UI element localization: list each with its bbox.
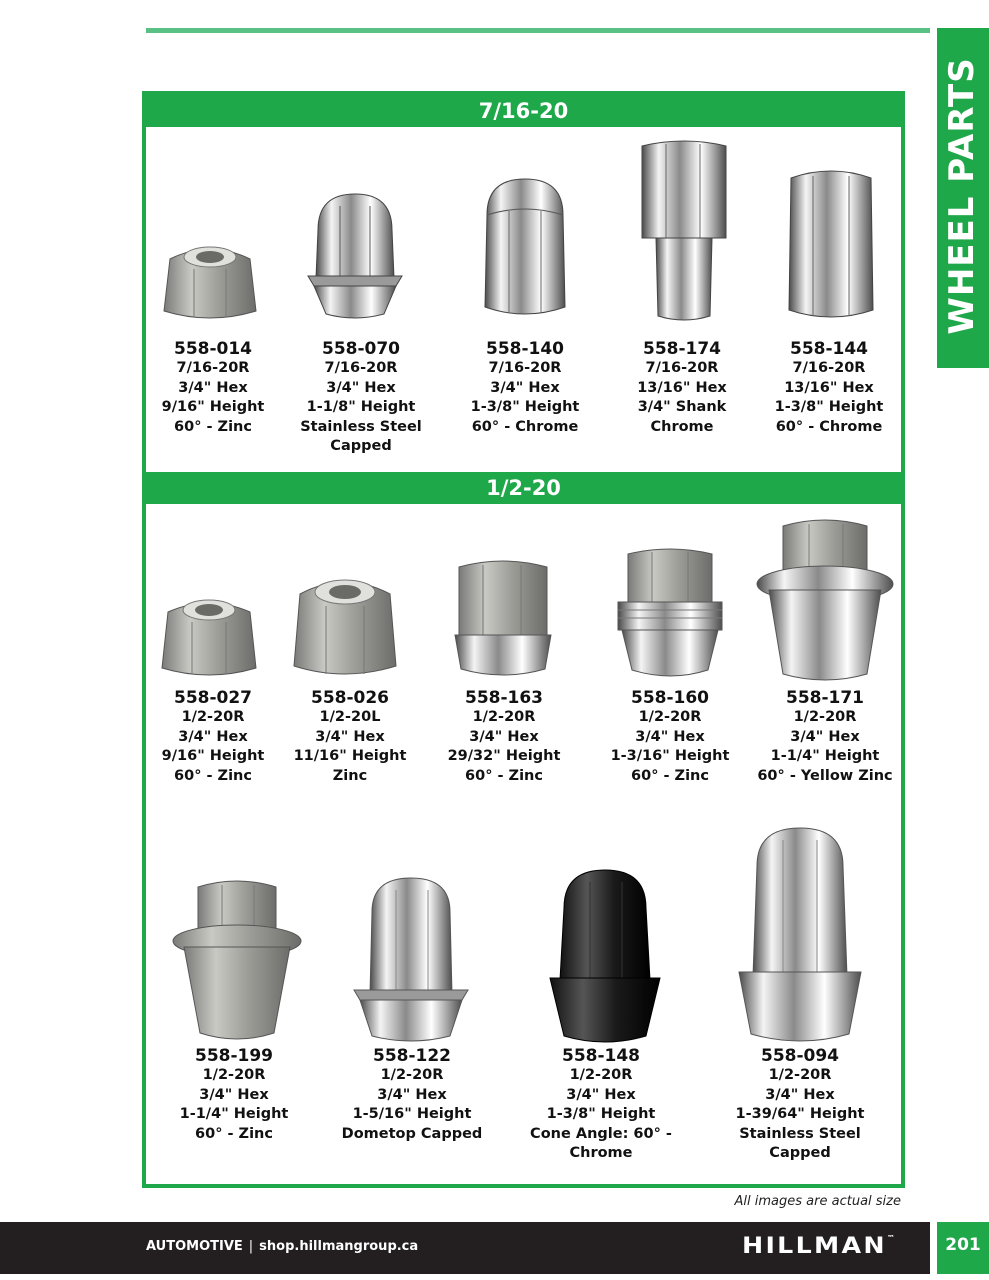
product-code: 558-171	[785, 688, 865, 708]
lug-nut-558-094-image	[737, 826, 863, 1048]
product-spec: 1-1/8" Height	[306, 399, 416, 415]
product-spec: 1-1/4" Height	[179, 1106, 289, 1122]
lug-nut-558-171-image	[755, 516, 895, 686]
section-tab-label: WHEEL PARTS	[942, 57, 982, 335]
product-spec: 7/16-20R	[645, 360, 719, 376]
product-spec: 1-1/4" Height	[770, 748, 880, 764]
product-spec: 3/4" Hex	[178, 379, 248, 396]
footer-category: AUTOMOTIVE	[146, 1239, 243, 1254]
product-spec: 1/2-20L	[319, 709, 381, 725]
product-558-094	[725, 1046, 875, 1164]
product-spec: 1/2-20R	[380, 1067, 444, 1083]
product-spec: 3/4" Shank	[637, 399, 727, 415]
product-spec: 1-3/8" Height	[546, 1106, 656, 1122]
product-spec: 60° - Zinc	[174, 418, 252, 435]
product-spec: 7/16-20R	[324, 360, 398, 376]
footer-bar	[0, 1222, 930, 1274]
product-spec: 3/4" Hex	[635, 728, 705, 745]
product-spec: 60° - Zinc	[195, 1125, 273, 1142]
product-code: 558-174	[642, 339, 722, 359]
product-558-026	[275, 688, 425, 786]
product-spec: 1-5/16" Height	[352, 1106, 472, 1122]
product-spec: 3/4" Hex	[566, 1086, 636, 1103]
section-header-1-2-20: 1/2-20	[146, 472, 901, 504]
lug-nut-558-163-image	[451, 557, 555, 681]
lug-nut-558-140-image	[479, 175, 571, 323]
product-spec: 3/4" Hex	[790, 728, 860, 745]
product-code: 558-122	[372, 1046, 452, 1066]
section-header-7-16-20: 7/16-20	[146, 95, 901, 127]
product-spec: 60° - Zinc	[174, 767, 252, 784]
product-spec: 7/16-20R	[792, 360, 866, 376]
product-558-160	[595, 688, 745, 786]
product-spec: 1/2-20R	[472, 709, 536, 725]
product-spec: 60° - Zinc	[631, 767, 709, 784]
product-code: 558-148	[561, 1046, 641, 1066]
product-code: 558-026	[310, 688, 390, 708]
product-spec: 60° - Yellow Zinc	[757, 767, 893, 784]
product-code: 558-199	[194, 1046, 274, 1066]
product-spec: 1/2-20R	[569, 1067, 633, 1083]
product-558-174	[607, 339, 757, 437]
product-spec: 7/16-20R	[176, 360, 250, 376]
actual-size-note: All images are actual size	[734, 1194, 901, 1209]
lug-nut-558-174-image	[638, 138, 730, 324]
product-spec: Chrome	[569, 1145, 633, 1161]
product-spec: 13/16" Hex	[637, 379, 727, 396]
product-spec: Capped	[330, 438, 392, 454]
product-spec: 3/4" Hex	[178, 728, 248, 745]
product-spec: 1-3/8" Height	[774, 399, 884, 415]
product-558-140	[450, 339, 600, 437]
footer-separator: |	[248, 1239, 254, 1254]
product-spec: 60° - Zinc	[465, 767, 543, 784]
product-spec: Stainless Steel	[300, 418, 422, 435]
product-spec: 7/16-20R	[488, 360, 562, 376]
lug-nut-558-070-image	[304, 190, 406, 320]
product-spec: 3/4" Hex	[326, 379, 396, 396]
product-code: 558-144	[789, 339, 869, 359]
product-558-070	[286, 339, 436, 457]
product-spec: 1/2-20R	[768, 1067, 832, 1083]
product-spec: 60° - Chrome	[775, 418, 883, 435]
lug-nut-558-026-image	[290, 568, 400, 680]
product-spec: 1/2-20R	[202, 1067, 266, 1083]
product-spec: 1/2-20R	[638, 709, 702, 725]
product-spec: 1/2-20R	[181, 709, 245, 725]
product-spec: 9/16" Height	[161, 748, 265, 764]
product-spec: Stainless Steel	[739, 1125, 861, 1142]
footer-info	[146, 1239, 418, 1254]
product-558-199	[159, 1046, 309, 1144]
product-code: 558-070	[321, 339, 401, 359]
product-spec: 3/4" Hex	[469, 728, 539, 745]
product-spec: 13/16" Hex	[784, 379, 874, 396]
lug-nut-558-122-image	[352, 876, 470, 1046]
lug-nut-558-144-image	[781, 166, 881, 324]
product-spec: Dometop Capped	[341, 1125, 483, 1142]
product-spec: 3/4" Hex	[315, 728, 385, 745]
product-code: 558-014	[173, 339, 253, 359]
product-558-148	[526, 1046, 676, 1164]
product-code: 558-094	[760, 1046, 840, 1066]
trademark-symbol: ™	[886, 1234, 895, 1242]
product-558-144	[754, 339, 904, 437]
lug-nut-558-160-image	[614, 546, 726, 682]
product-spec: 11/16" Height	[293, 748, 407, 764]
product-spec: 60° - Chrome	[471, 418, 579, 435]
hillman-logo	[742, 1234, 895, 1259]
product-558-163	[429, 688, 579, 786]
product-code: 558-027	[173, 688, 253, 708]
footer-url[interactable]: shop.hillmangroup.ca	[259, 1239, 419, 1254]
product-558-014	[138, 339, 288, 437]
lug-nut-558-199-image	[170, 877, 304, 1045]
product-spec: 9/16" Height	[161, 399, 265, 415]
product-spec: 3/4" Hex	[199, 1086, 269, 1103]
product-spec: 3/4" Hex	[377, 1086, 447, 1103]
product-spec: 1-3/8" Height	[470, 399, 580, 415]
product-spec: 29/32" Height	[447, 748, 561, 764]
lug-nut-558-148-image	[546, 868, 664, 1048]
product-code: 558-163	[464, 688, 544, 708]
product-558-171	[750, 688, 900, 786]
product-558-027	[138, 688, 288, 786]
page-number: 201	[937, 1222, 989, 1274]
product-spec: 1/2-20R	[793, 709, 857, 725]
product-spec: Capped	[769, 1145, 831, 1161]
product-spec: 3/4" Hex	[490, 379, 560, 396]
product-spec: Zinc	[332, 767, 368, 784]
product-code: 558-160	[630, 688, 710, 708]
product-spec: Chrome	[650, 418, 714, 435]
product-spec: 1-39/64" Height	[735, 1106, 865, 1122]
top-rule	[146, 28, 930, 33]
lug-nut-558-014-image	[160, 237, 260, 321]
product-code: 558-140	[485, 339, 565, 359]
product-558-122	[337, 1046, 487, 1144]
product-spec: Cone Angle: 60° -	[530, 1125, 672, 1142]
product-spec: 1-3/16" Height	[610, 748, 730, 764]
lug-nut-558-027-image	[158, 592, 260, 680]
brand-name: HILLMAN	[742, 1234, 887, 1259]
product-spec: 3/4" Hex	[765, 1086, 835, 1103]
